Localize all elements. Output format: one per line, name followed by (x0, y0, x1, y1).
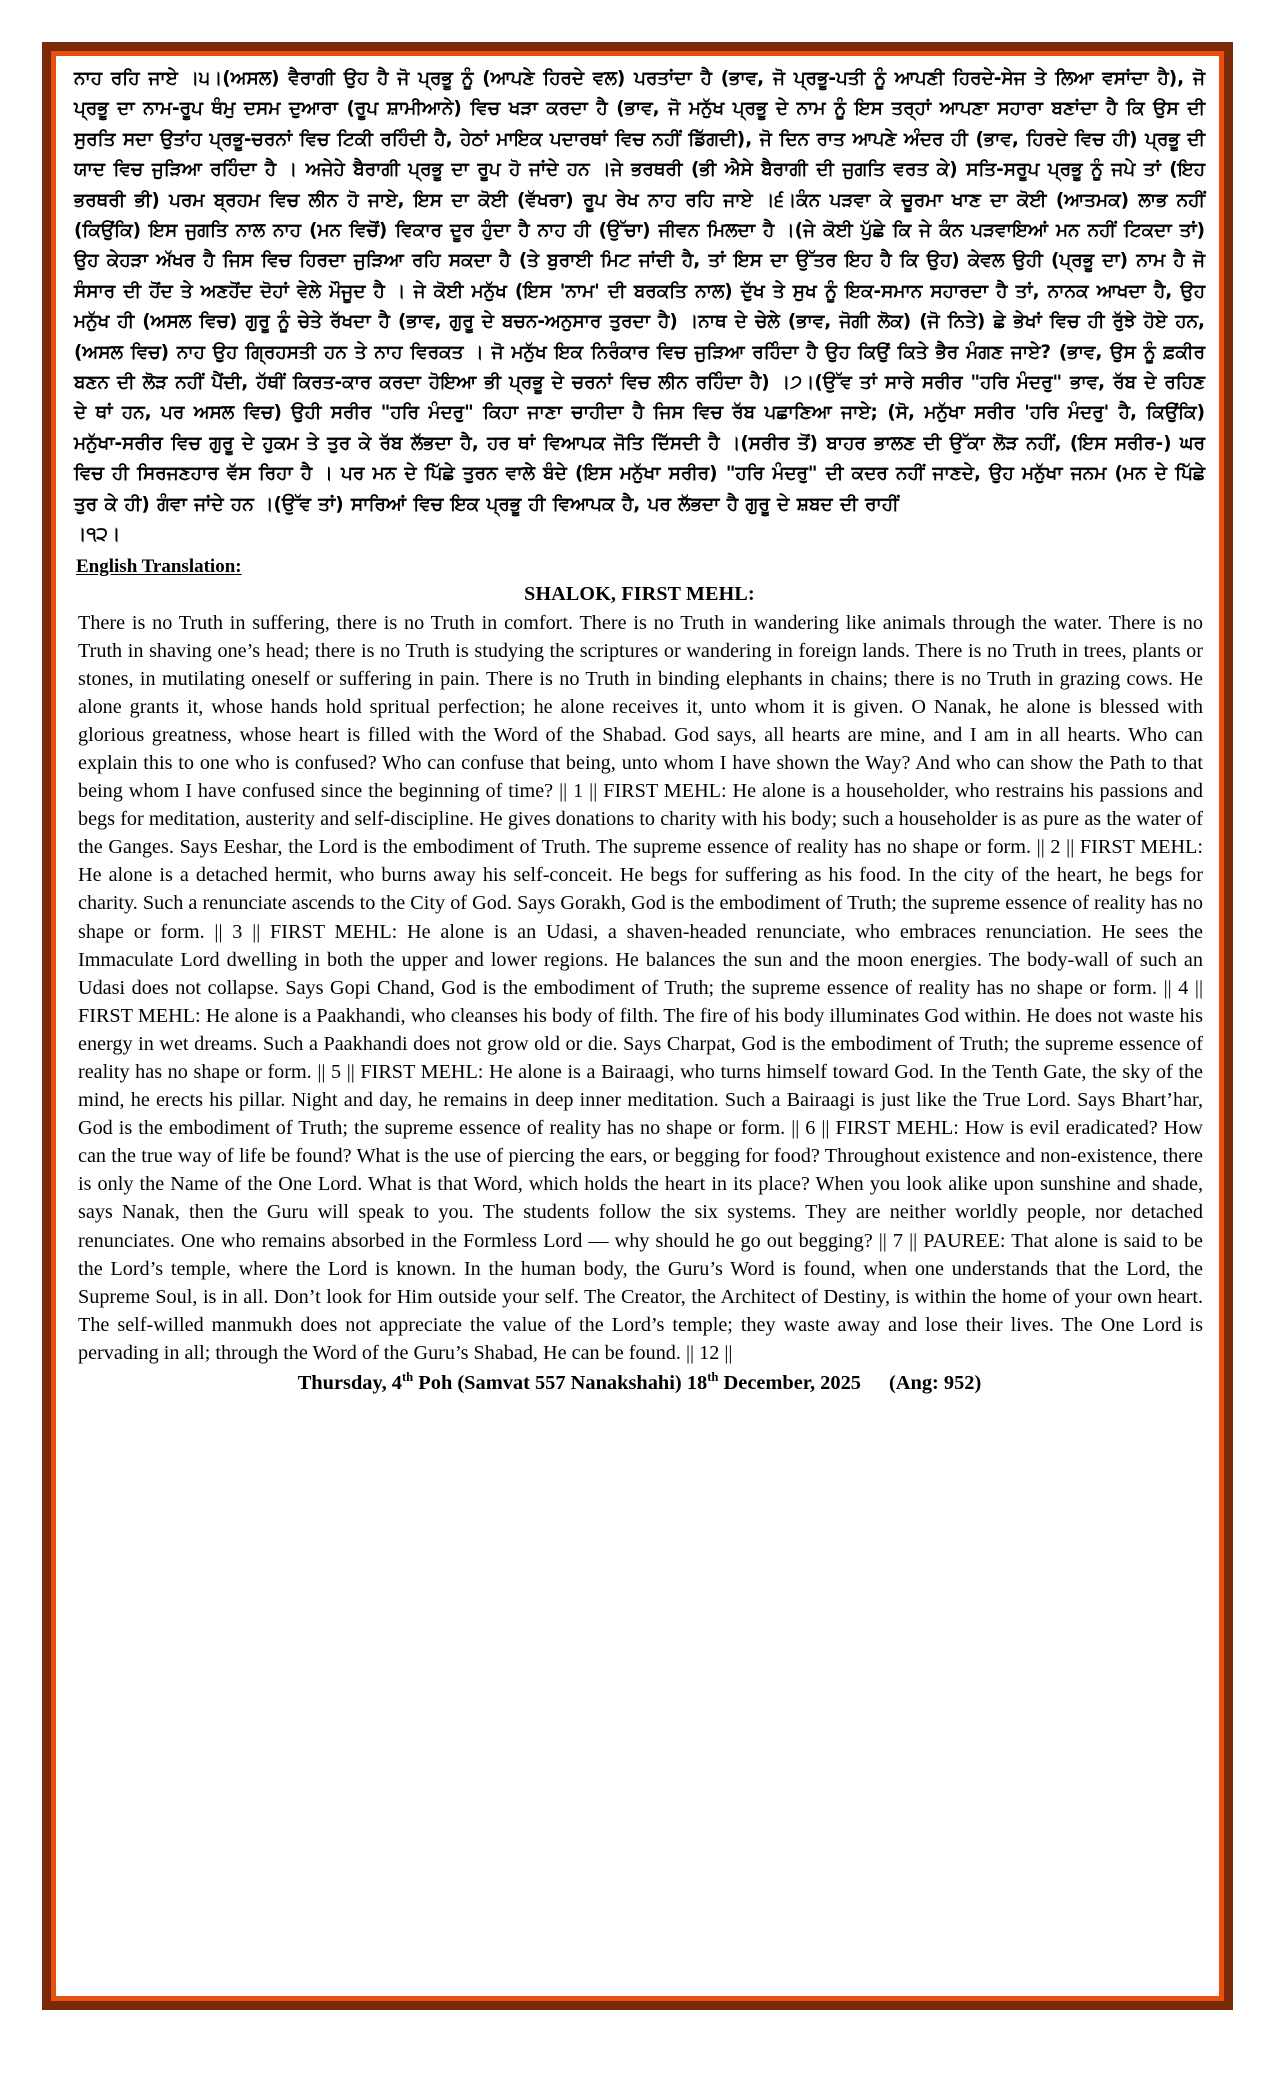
footer-ang-reference: (Ang: 952) (888, 1372, 982, 1395)
english-translation-body (78, 609, 1203, 1368)
english-translation-label-row (70, 551, 1209, 581)
punjabi-text-block (74, 64, 1205, 551)
punjabi-paragraph: ਨਾਹ ਰਹਿ ਜਾਏ ।੫।(ਅਸਲ) ਵੈਰਾਗੀ ਉਹ ਹੈ ਜੋ ਪ੍ਰਭੂ ਨੂੰ (ਆਪਣੇ ਹਿਰਦੇ ਵਲ) ਪਰਤਾਂਦਾ ਹੈ (ਭਾਵ, ਜੋ ਪ੍ਰਭੂ-ਪਤੀ ਨੂੰ ਆਪਣੀ ਹਿਰਦੇ-ਸੇਜ ਤੇ ਲਿਆ ਵਸਾਂਦਾ ਹੈ), ਜੋ ਪ੍ਰਭੂ ਦਾ ਨਾਮ-ਰੂਪ ਥੰਮੁ ਦਸਮ ਦੁਆਰਾ (ਰੂਪ ਸ਼ਾਮੀਆਨੇ) ਵਿਚ ਖੜਾ ਕਰਦਾ ਹੈ (ਭਾਵ, ਜੋ ਮਨੁੱਖ ਪ੍ਰਭੂ ਦੇ ਨਾਮ ਨੂੰ ਇਸ ਤਰ੍ਹਾਂ ਆਪਣਾ ਸਹਾਰਾ ਬਣਾਂਦਾ ਹੈ ਕਿ ਉਸ ਦੀ ਸੁਰਤਿ ਸਦਾ ਉਤਾਂਹ ਪ੍ਰਭੂ-ਚਰਨਾਂ ਵਿਚ ਟਿਕੀ ਰਹਿੰਦੀ ਹੈ, ਹੇਠਾਂ ਮਾਇਕ ਪਦਾਰਥਾਂ ਵਿਚ ਨਹੀਂ ਡਿੱਗਦੀ), ਜੋ ਦਿਨ ਰਾਤ ਆਪਣੇ ਅੰਦਰ ਹੀ (ਭਾਵ, ਹਿਰਦੇ ਵਿਚ ਹੀ) ਪ੍ਰਭੂ ਦੀ ਯਾਦ ਵਿਚ ਜੁੜਿਆ ਰਹਿੰਦਾ ਹੈ । ਅਜੇਹੇ ਬੈਰਾਗੀ ਪ੍ਰਭੂ ਦਾ ਰੂਪ ਹੋ ਜਾਂਦੇ ਹਨ ।ਜੇ ਭਰਥਰੀ (ਭੀ ਐਸੇ ਬੈਰਾਗੀ ਦੀ ਜੁਗਤਿ ਵਰਤ ਕੇ) ਸਤਿ-ਸਰੂਪ ਪ੍ਰਭੂ ਨੂੰ ਜਪੇ ਤਾਂ (ਇਹ ਭਰਥਰੀ ਭੀ) ਪਰਮ ਬ੍ਰਹਮ ਵਿਚ ਲੀਨ ਹੋ ਜਾਏ, ਇਸ ਦਾ ਕੋਈ (ਵੱਖਰਾ) ਰੂਪ ਰੇਖ ਨਾਹ ਰਹਿ ਜਾਏ ।੬।ਕੰਨ ਪੜਵਾ ਕੇ ਚੂਰਮਾ ਖਾਣ ਦਾ ਕੋਈ (ਆਤਮਕ) ਲਾਭ ਨਹੀਂ (ਕਿਉਂਕਿ) ਇਸ ਜੁਗਤਿ ਨਾਲ ਨਾਹ (ਮਨ ਵਿਚੋਂ) ਵਿਕਾਰ ਦੂਰ ਹੁੰਦਾ ਹੈ ਨਾਹ ਹੀ (ਉੱਚਾ) ਜੀਵਨ ਮਿਲਦਾ ਹੈ ।(ਜੇ ਕੋਈ ਪੁੱਛੇ ਕਿ ਜੇ ਕੰਨ ਪੜਵਾਇਆਂ ਮਨ ਨਹੀਂ ਟਿਕਦਾ ਤਾਂ) ਉਹ ਕੇਹੜਾ ਅੱਖਰ ਹੈ ਜਿਸ ਵਿਚ ਹਿਰਦਾ ਜੁੜਿਆ ਰਹਿ ਸਕਦਾ ਹੈ (ਤੇ ਬੁਰਾਈ ਮਿਟ ਜਾਂਦੀ ਹੈ, ਤਾਂ ਇਸ ਦਾ ਉੱਤਰ ਇਹ ਹੈ ਕਿ ਉਹ) ਕੇਵਲ ਉਹੀ (ਪ੍ਰਭੂ ਦਾ) ਨਾਮ ਹੈ ਜੋ ਸੰਸਾਰ ਦੀ ਹੋਂਦ ਤੇ ਅਣਹੋਂਦ ਦੋਹਾਂ ਵੇਲੇ ਮੌਜੂਦ ਹੈ । ਜੇ ਕੋਈ ਮਨੁੱਖ (ਇਸ 'ਨਾਮ' ਦੀ ਬਰਕਤਿ ਨਾਲ) ਦੁੱਖ ਤੇ ਸੁਖ ਨੂੰ ਇਕ-ਸਮਾਨ ਸਹਾਰਦਾ ਹੈ ਤਾਂ, ਨਾਨਕ ਆਖਦਾ ਹੈ, ਉਹ ਮਨੁੱਖ ਹੀ (ਅਸਲ ਵਿਚ) ਗੁਰੂ ਨੂੰ ਚੇਤੇ ਰੱਖਦਾ ਹੈ (ਭਾਵ, ਗੁਰੂ ਦੇ ਬਚਨ-ਅਨੁਸਾਰ ਤੁਰਦਾ ਹੈ) ।ਨਾਥ ਦੇ ਚੇਲੇ (ਭਾਵ, ਜੋਗੀ ਲੋਕ) (ਜੋ ਨਿਤੇ) ਛੇ ਭੇਖਾਂ ਵਿਚ ਹੀ ਰੁੱਝੇ ਹੋਏ ਹਨ, (ਅਸਲ ਵਿਚ) ਨਾਹ ਉਹ ਗ੍ਰਿਹਸਤੀ ਹਨ ਤੇ ਨਾਹ ਵਿਰਕਤ । ਜੋ ਮਨੁੱਖ ਇਕ ਨਿਰੰਕਾਰ ਵਿਚ ਜੁੜਿਆ ਰਹਿੰਦਾ ਹੈ ਉਹ ਕਿਉਂ ਕਿਤੇ ਭੈਰ ਮੰਗਣ ਜਾਏ? (ਭਾਵ, ਉਸ ਨੂੰ ਫ਼ਕੀਰ ਬਣਨ ਦੀ ਲੋੜ ਨਹੀਂ ਪੈਂਦੀ, ਹੱਥੀਂ ਕਿਰਤ-ਕਾਰ ਕਰਦਾ ਹੋਇਆ ਭੀ ਪ੍ਰਭੂ ਦੇ ਚਰਨਾਂ ਵਿਚ ਲੀਨ ਰਹਿੰਦਾ ਹੈ) ।੭।(ਉੱਵ ਤਾਂ ਸਾਰੇ ਸਰੀਰ "ਹਰਿ ਮੰਦਰੁ" ਭਾਵ, ਰੱਬ ਦੇ ਰਹਿਣ ਦੇ ਥਾਂ ਹਨ, ਪਰ ਅਸਲ ਵਿਚ) ਉਹੀ ਸਰੀਰ "ਹਰਿ ਮੰਦਰੁ" ਕਿਹਾ ਜਾਣਾ ਚਾਹੀਦਾ ਹੈ ਜਿਸ ਵਿਚ ਰੱਬ ਪਛਾਣਿਆ ਜਾਏ; (ਸੋ, ਮਨੁੱਖਾ ਸਰੀਰ 'ਹਰਿ ਮੰਦਰੁ' ਹੈ, ਕਿਉਂਕਿ) ਮਨੁੱਖਾ-ਸਰੀਰ ਵਿਚ ਗੁਰੂ ਦੇ ਹੁਕਮ ਤੇ ਤੁਰ ਕੇ ਰੱਬ ਲੱਭਦਾ ਹੈ, ਹਰ ਥਾਂ ਵਿਆਪਕ ਜੋਤਿ ਦਿੱਸਦੀ ਹੈ ।(ਸਰੀਰ ਤੋਂ) ਬਾਹਰ ਭਾਲਣ ਦੀ ਉੱਕਾ ਲੋੜ ਨਹੀਂ, (ਇਸ ਸਰੀਰ-) ਘਰ ਵਿਚ ਹੀ ਸਿਰਜਣਹਾਰ ਵੱਸ ਰਿਹਾ ਹੈ । ਪਰ ਮਨ ਦੇ ਪਿੱਛੇ ਤੁਰਨ ਵਾਲੇ ਬੰਦੇ (ਇਸ ਮਨੁੱਖਾ ਸਰੀਰ) "ਹਰਿ ਮੰਦਰੁ" ਦੀ ਕਦਰ ਨਹੀਂ ਜਾਣਦੇ, ਉਹ ਮਨੁੱਖਾ ਜਨਮ (ਮਨ ਦੇ ਪਿੱਛੇ ਤੁਰ ਕੇ ਹੀ) ਗੰਵਾ ਜਾਂਦੇ ਹਨ ।(ਉੱਵ ਤਾਂ) ਸਾਰਿਆਂ ਵਿਚ ਇਕ ਪ੍ਰਭੂ ਹੀ ਵਿਆਪਕ ਹੈ, ਪਰ ਲੱਭਦਾ ਹੈ ਗੁਰੂ ਦੇ ਸ਼ਬਦ ਦੀ ਰਾਹੀਂ (74, 68, 1205, 515)
footer-date-line (70, 1368, 1209, 1398)
page-content-area (51, 51, 1224, 2001)
footer-weekday-ordinal: th (401, 1370, 414, 1385)
english-translation-label: English Translation: (76, 555, 242, 577)
footer-gregorian-ordinal: th (707, 1370, 719, 1385)
page-border-frame (42, 42, 1233, 2010)
footer-nanakshahi-date: Poh (Samvat 557 Nanakshahi) 18 (413, 1372, 708, 1395)
footer-gregorian-date: December, 2025 (718, 1372, 861, 1395)
english-translation-paragraph: There is no Truth in suffering, there is no Truth in comfort. There is no Truth in wandering like animals through the water. There is no Truth in shaving one’s head; there is no Truth is studying the scriptures or wandering in foreign lands. There is no Truth in trees, plants or stones, in mutilating oneself or suffering in pain. There is no Truth in binding elephants in chains; there is no Truth in grazing cows. He alone grants it, whose hands hold spritual perfection; he alone receives it, unto whom it is given. O Nanak, he alone is blessed with glorious greatness, whose heart is filled with the Word of the Shabad. God says, all hearts are mine, and I am in all hearts. Who can explain this to one who is confused? Who can confuse that being, unto whom I have shown the Way? And who can show the Path to that being whom I have confused since the beginning of time? || 1 || FIRST MEHL: He alone is a householder, who restrains his passions and begs for meditation, austerity and self-discipline. He gives donations to charity with his body; such a householder is as pure as the water of the Ganges. Says Eeshar, the Lord is the embodiment of Truth. The supreme essence of reality has no shape or form. || 2 || FIRST MEHL: He alone is a detached hermit, who burns away his self-conceit. He begs for suffering as his food. In the city of the heart, he begs for charity. Such a renunciate ascends to the City of God. Says Gorakh, God is the embodiment of Truth; the supreme essence of reality has no shape or form. || 3 || FIRST MEHL: He alone is an Udasi, a shaven-headed renunciate, who embraces renunciation. He sees the Immaculate Lord dwelling in both the upper and lower regions. He balances the sun and the moon energies. The body-wall of such an Udasi does not collapse. Says Gopi Chand, God is the embodiment of Truth; the supreme essence of reality has no shape or form. || 4 || FIRST MEHL: He alone is a Paakhandi, who cleanses his body of filth. The fire of his body illuminates God within. He does not waste his energy in wet dreams. Such a Paakhandi does not grow old or die. Says Charpat, God is the embodiment of Truth; the supreme essence of reality has no shape or form. || 5 || FIRST MEHL: He alone is a Bairaagi, who turns himself toward God. In the Tenth Gate, the sky of the mind, he erects his pillar. Night and day, he remains in deep inner meditation. Such a Bairaagi is just like the True Lord. Says Bhart’har, God is the embodiment of Truth; the supreme essence of reality has no shape or form. || 6 || FIRST MEHL: How is evil eradicated? How can the true way of life be found? What is the use of piercing the ears, or begging for food? Throughout existence and non-existence, there is only the Name of the One Lord. What is that Word, which holds the heart in its place? When you look alike upon sunshine and shade, says Nanak, then the Guru will speak to you. The students follow the six systems. They are neither worldly people, nor detached renunciates. One who remains absorbed in the Formless Lord — why should he go out begging? || 7 || PAUREE: That alone is said to be the Lord’s temple, where the Lord is known. In the human body, the Guru’s Word is found, when one understands that the Lord, the Supreme Soul, is in all. Don’t look for Him outside your self. The Creator, the Architect of Destiny, is within the home of your own heart. The self-willed manmukh does not appreciate the value of the Lord’s temple; they waste away and lose their lives. The One Lord is pervading in all; through the Word of the Guru’s Shabad, He can be found. || 12 || (78, 611, 1203, 1364)
punjabi-verse-number: ।੧੨। (74, 524, 121, 546)
shalok-heading: SHALOK, FIRST MEHL: (524, 582, 755, 605)
footer-weekday: Thursday, 4 (297, 1372, 402, 1395)
